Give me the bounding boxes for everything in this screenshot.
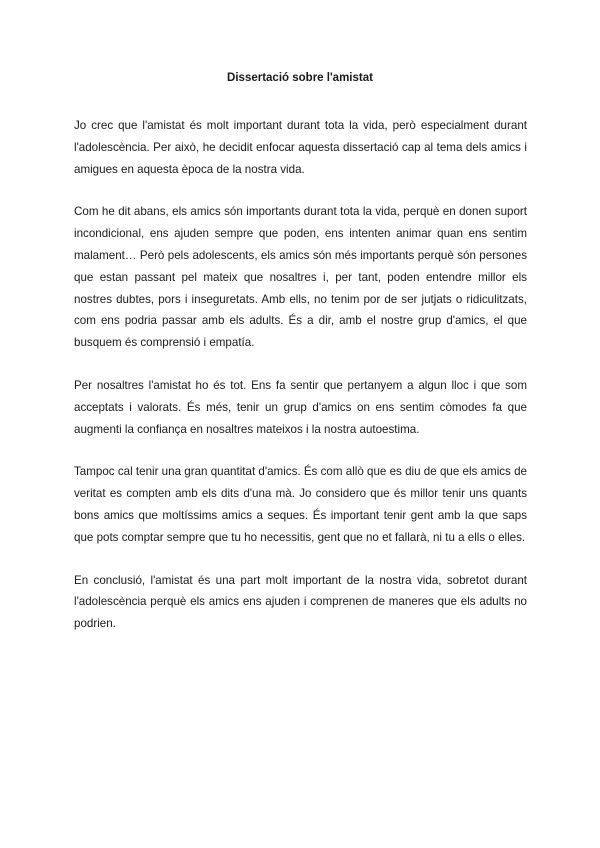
paragraph-2: Com he dit abans, els amics són importants durant tota la vida, perquè en donen suport incondicional, ens ajuden sempre que poden, ens intenten animar quan ens sentim malament… Però pels adolescents, els amics són més importants perquè són persones que estan passant pel mateix que nosaltres i, per tant, poden entendre millor els nostres dubtes, pors i inseguretats. Amb ells, no tenim por de ser jutjats o ridiculitzats, com ens podria passar amb els adults. És a dir, amb el nostre grup d'amics, el que busquem és comprensió i empatía. <box>74 205 527 350</box>
document-body <box>74 115 527 656</box>
paragraph-5: En conclusió, l'amistat és una part molt important de la nostra vida, sobretot durant l'adolescència perquè els amics ens ajuden i comprenen de maneres que els adults no podrien. <box>74 573 527 631</box>
paragraph-1: Jo crec que l'amistat és molt important durant tota la vida, però especialment durant l'adolescència. Per això, he decidit enfocar aquesta dissertació cap al tema dels amics i amigues en aquesta època de la nostra vida. <box>74 119 527 176</box>
document-title: Dissertació sobre l'amistat <box>227 72 373 84</box>
paragraph-4: Tampoc cal tenir una gran quantitat d'amics. És com allò que es diu de que els amics de veritat es compten amb els dits d'una mà. Jo considero que és millor tenir uns quants bons amics que moltíssims amics a seques. És important tenir gent amb la que saps que pots comptar sempre que tu ho necessitis, gent que no et fallarà, ni tu a ells o elles. <box>74 465 527 544</box>
paragraph-3: Per nosaltres l'amistat ho és tot. Ens fa sentir que pertanyem a algun lloc i que som acceptats i valorats. És més, tenir un grup d'amics on ens sentim còmodes fa que augmenti la confiança en nosaltres mateixos i la nostra autoestima. <box>74 378 527 436</box>
